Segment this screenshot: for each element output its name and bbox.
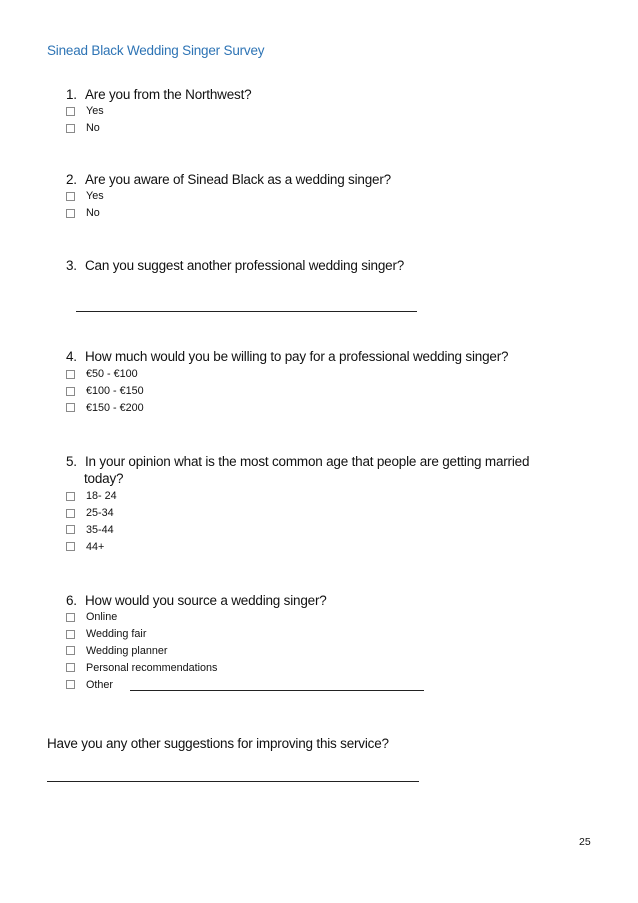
option-no[interactable] [66, 205, 104, 222]
checkbox[interactable] [66, 209, 75, 218]
question-number: 3. [66, 258, 77, 273]
question-number: 2. [66, 172, 77, 187]
option-label: Other [86, 678, 114, 691]
question-6 [66, 593, 327, 608]
page-number: 25 [579, 836, 591, 848]
option-wedding-planner[interactable] [66, 643, 217, 660]
checkbox[interactable] [66, 403, 75, 412]
question-2 [66, 172, 391, 187]
question-number: 4. [66, 349, 77, 364]
question-text: In your opinion what is the most common age that people are getting married [85, 454, 530, 469]
question-4 [66, 349, 508, 364]
option-label: Yes [86, 105, 104, 118]
final-question: Have you any other suggestions for improving this service? [47, 736, 389, 751]
option-label: Online [86, 611, 118, 624]
question-1 [66, 87, 251, 102]
question-text: Are you from the Northwest? [85, 87, 252, 102]
checkbox[interactable] [66, 509, 75, 518]
question-5 [66, 454, 529, 469]
checkbox[interactable] [66, 525, 75, 534]
question-number: 5. [66, 454, 77, 469]
option-label: €100 - €150 [86, 385, 144, 398]
option-no[interactable] [66, 120, 104, 137]
option-18-24[interactable] [66, 488, 117, 505]
other-answer-line[interactable] [130, 690, 424, 691]
option-wedding-fair[interactable] [66, 626, 217, 643]
question-3 [66, 258, 404, 273]
option-label: Personal recommendations [86, 661, 218, 674]
option-label: €150 - €200 [86, 401, 144, 414]
option-44-plus[interactable] [66, 538, 117, 555]
checkbox[interactable] [66, 492, 75, 501]
question-number: 6. [66, 593, 77, 608]
question-1-options [66, 103, 104, 137]
option-label: No [86, 122, 100, 135]
option-25-34[interactable] [66, 505, 117, 522]
checkbox[interactable] [66, 613, 75, 622]
option-label: Yes [86, 190, 104, 203]
question-text: Can you suggest another professional wedding singer? [85, 258, 405, 273]
question-text: Are you aware of Sinead Black as a wedding singer? [85, 172, 391, 187]
option-yes[interactable] [66, 103, 104, 120]
question-5-continued: today? [84, 471, 124, 486]
survey-title: Sinead Black Wedding Singer Survey [47, 43, 265, 58]
question-5-options [66, 488, 117, 555]
checkbox[interactable] [66, 124, 75, 133]
checkbox[interactable] [66, 680, 75, 689]
option-yes[interactable] [66, 188, 104, 205]
checkbox[interactable] [66, 630, 75, 639]
question-6-options [66, 609, 217, 693]
checkbox[interactable] [66, 663, 75, 672]
suggestions-answer-line[interactable] [47, 781, 419, 782]
checkbox[interactable] [66, 646, 75, 655]
checkbox[interactable] [66, 370, 75, 379]
option-label: Wedding planner [86, 644, 168, 657]
checkbox[interactable] [66, 107, 75, 116]
option-label: €50 - €100 [86, 368, 138, 381]
option-100-150[interactable] [66, 383, 144, 400]
question-number: 1. [66, 87, 77, 102]
option-label: No [86, 207, 100, 220]
option-label: 44+ [86, 540, 105, 553]
option-150-200[interactable] [66, 400, 144, 417]
question-4-options [66, 366, 144, 416]
option-35-44[interactable] [66, 522, 117, 539]
option-label: 18- 24 [86, 490, 117, 503]
option-label: Wedding fair [86, 628, 147, 641]
option-label: 25-34 [86, 507, 114, 520]
answer-line-q3[interactable] [76, 311, 417, 312]
option-personal-recommendations[interactable] [66, 659, 217, 676]
option-50-100[interactable] [66, 366, 144, 383]
option-label: 35-44 [86, 523, 114, 536]
question-2-options [66, 188, 104, 222]
checkbox[interactable] [66, 542, 75, 551]
question-text: How would you source a wedding singer? [85, 593, 327, 608]
question-text: How much would you be willing to pay for a professional wedding singer? [85, 349, 509, 364]
option-online[interactable] [66, 609, 217, 626]
checkbox[interactable] [66, 387, 75, 396]
checkbox[interactable] [66, 192, 75, 201]
